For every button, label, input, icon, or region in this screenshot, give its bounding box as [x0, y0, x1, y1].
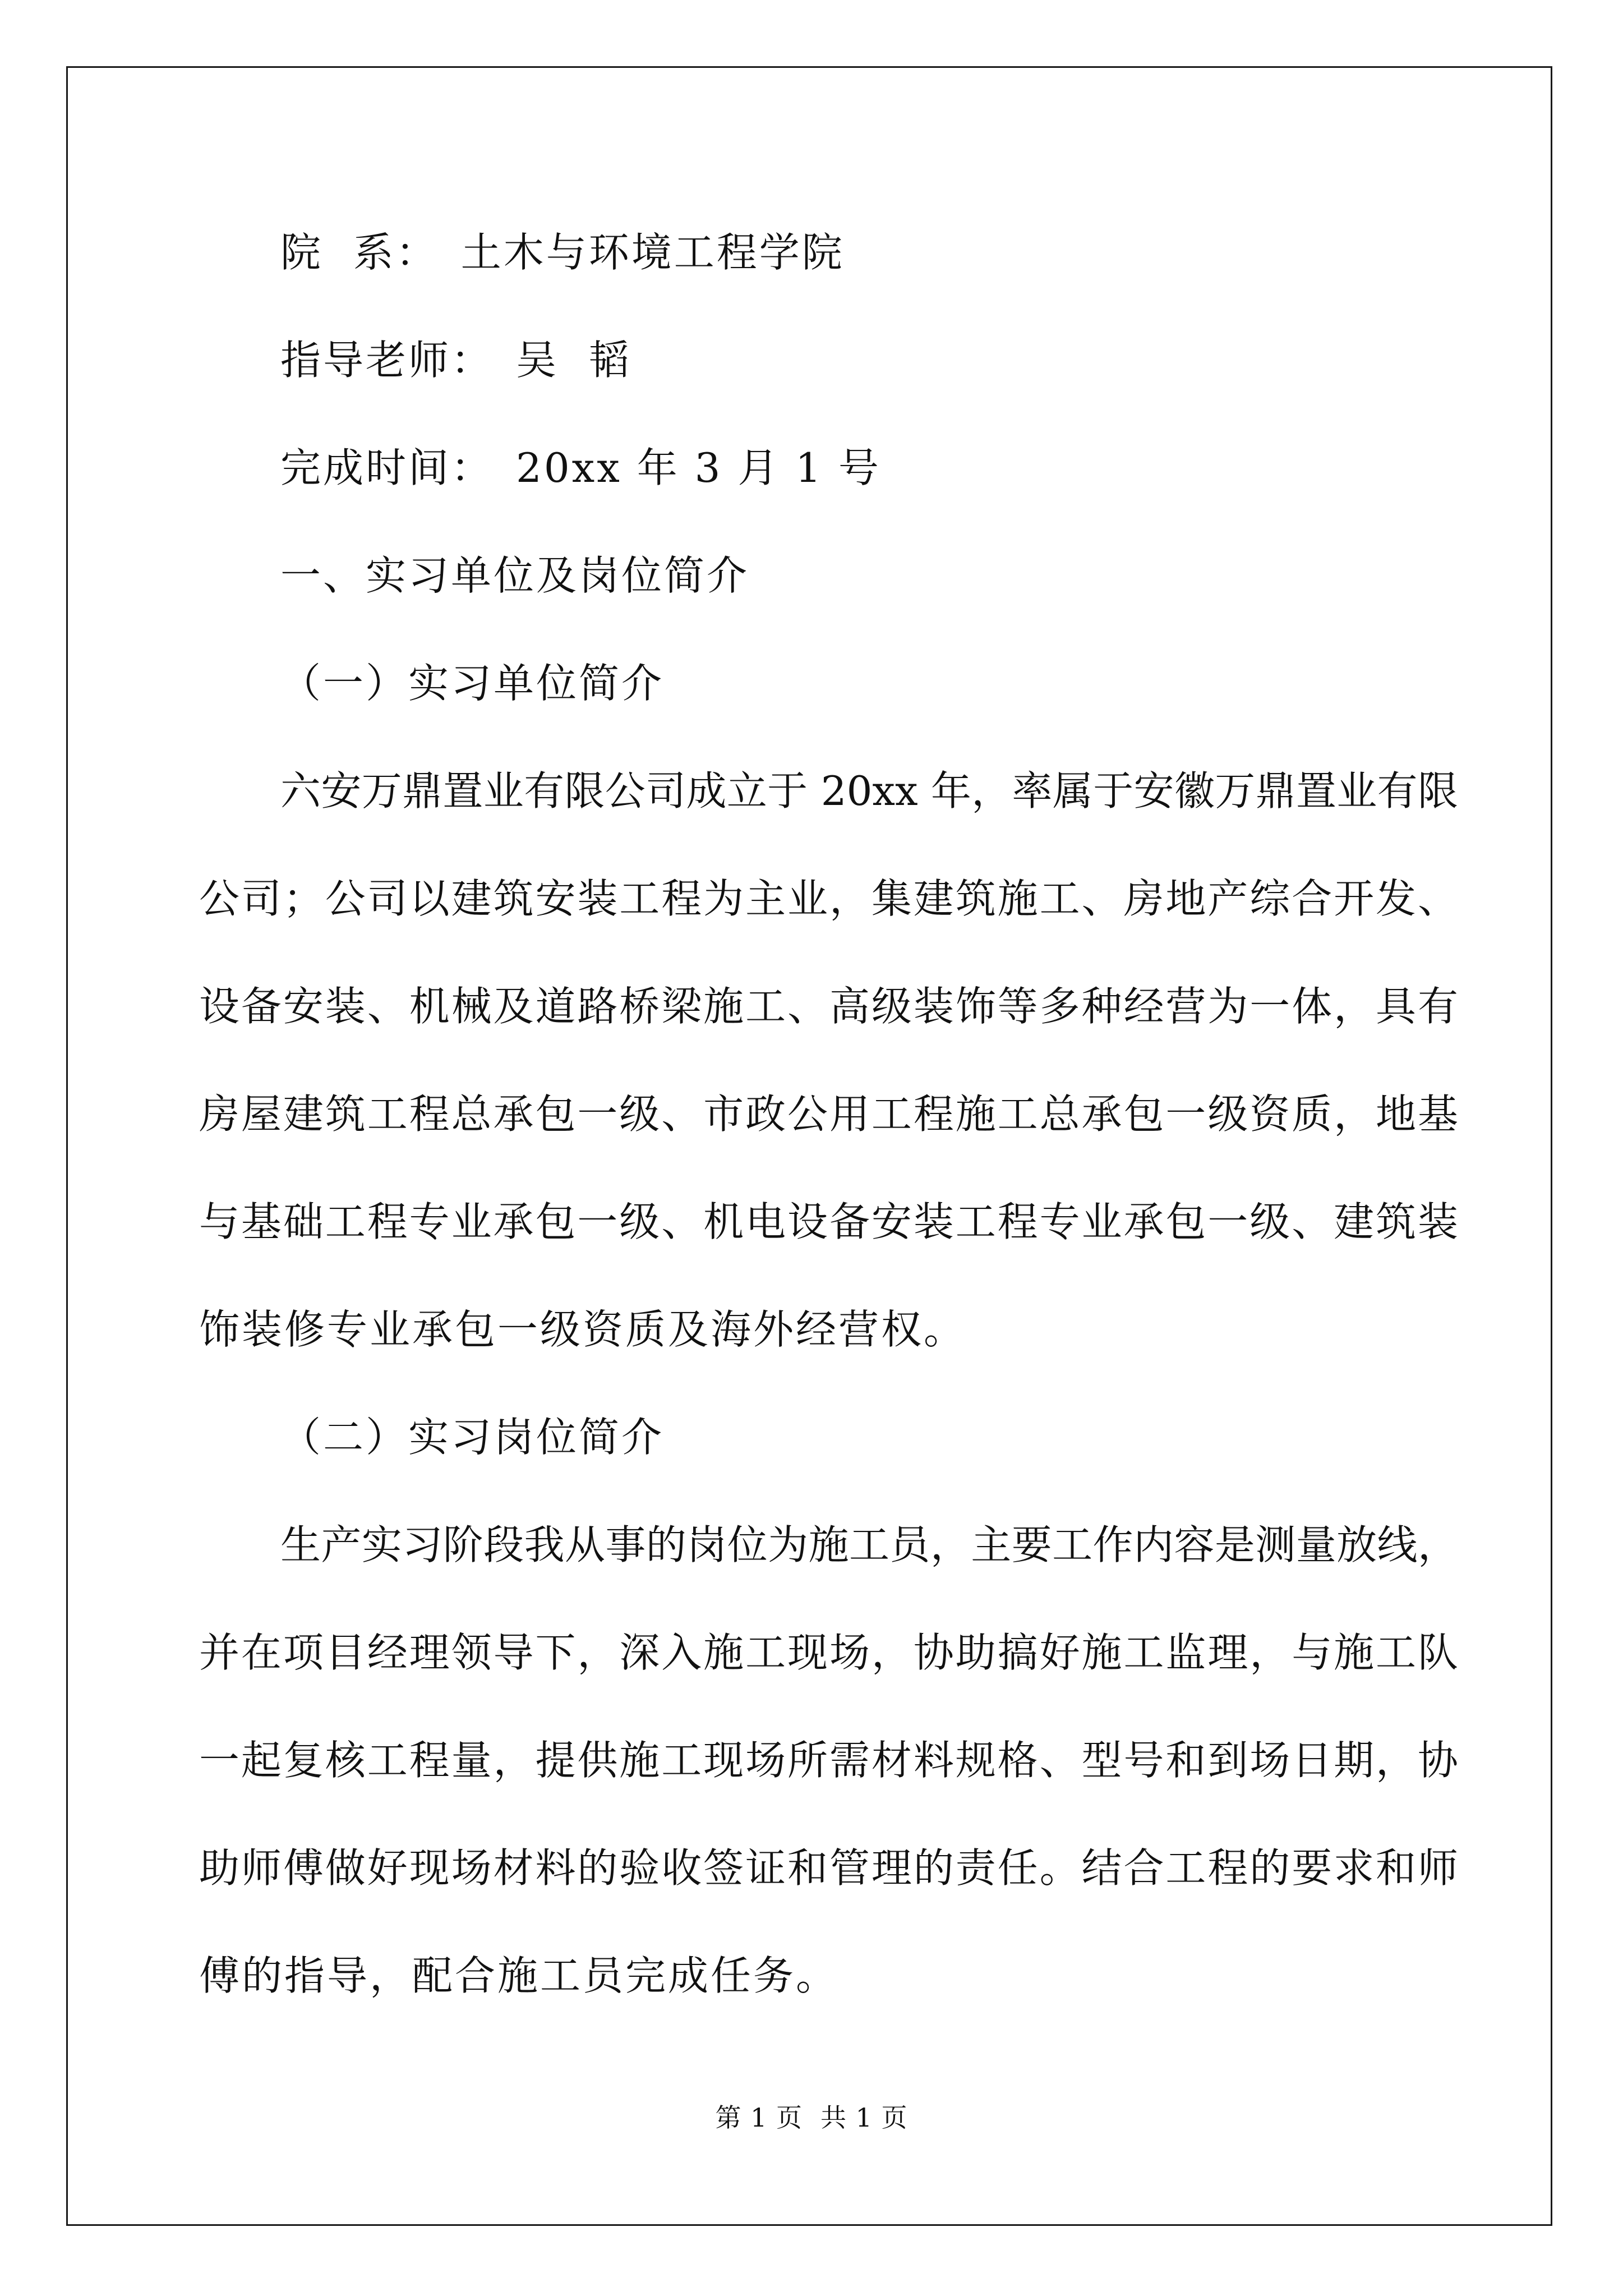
- paragraph-line: 六安万鼎置业有限公司成立于 20xx 年，率属于安徽万鼎置业有限: [280, 767, 1458, 815]
- paragraph-line: 设备安装、机械及道路桥梁施工、高级装饰等多种经营为一体，具有: [199, 983, 1458, 1030]
- page-border: [66, 66, 1552, 2226]
- paragraph-line: 傅的指导，配合施工员完成任务。: [199, 1952, 839, 1999]
- section-heading: 一、实习单位及岗位简介: [280, 552, 750, 599]
- page-total: 共 1 页: [820, 2102, 908, 2133]
- page-number: 第 1 页: [715, 2102, 803, 2133]
- date-value: 20xx 年 3 月 1 号: [516, 444, 881, 491]
- advisor-row: [280, 332, 631, 388]
- paragraph-line: 助师傅做好现场材料的验收签证和管理的责任。结合工程的要求和师: [199, 1844, 1458, 1892]
- paragraph-line: 公司；公司以建筑安装工程为主业，集建筑施工、房地产综合开发、: [199, 875, 1458, 922]
- paragraph-line: 饰装修专业承包一级资质及海外经营权。: [199, 1306, 967, 1353]
- paragraph-line: 并在项目经理领导下，深入施工现场，协助搞好施工监理，与施工队: [199, 1629, 1458, 1676]
- department-value: 土木与环境工程学院: [460, 229, 845, 276]
- paragraph-line: 一起复核工程量，提供施工现场所需材料规格、型号和到场日期，协: [199, 1737, 1458, 1784]
- subsection-heading-unit: （一）实习单位简介: [280, 660, 665, 707]
- date-row: [280, 440, 881, 496]
- paragraph-line: 生产实习阶段我从事的岗位为施工员，主要工作内容是测量放线，: [280, 1521, 1458, 1568]
- paragraph-line: 与基础工程专业承包一级、机电设备安装工程专业承包一级、建筑装: [199, 1198, 1458, 1245]
- advisor-label: 指导老师：: [280, 337, 494, 384]
- department-label: 院 系：: [280, 229, 439, 276]
- subsection-heading-post: （二）实习岗位简介: [280, 1414, 665, 1461]
- department-row: [280, 224, 845, 280]
- page-footer: [0, 2101, 1623, 2134]
- date-label: 完成时间：: [280, 444, 494, 491]
- advisor-value: 吴 韬: [516, 337, 631, 384]
- paragraph-line: 房屋建筑工程总承包一级、市政公用工程施工总承包一级资质，地基: [199, 1091, 1458, 1138]
